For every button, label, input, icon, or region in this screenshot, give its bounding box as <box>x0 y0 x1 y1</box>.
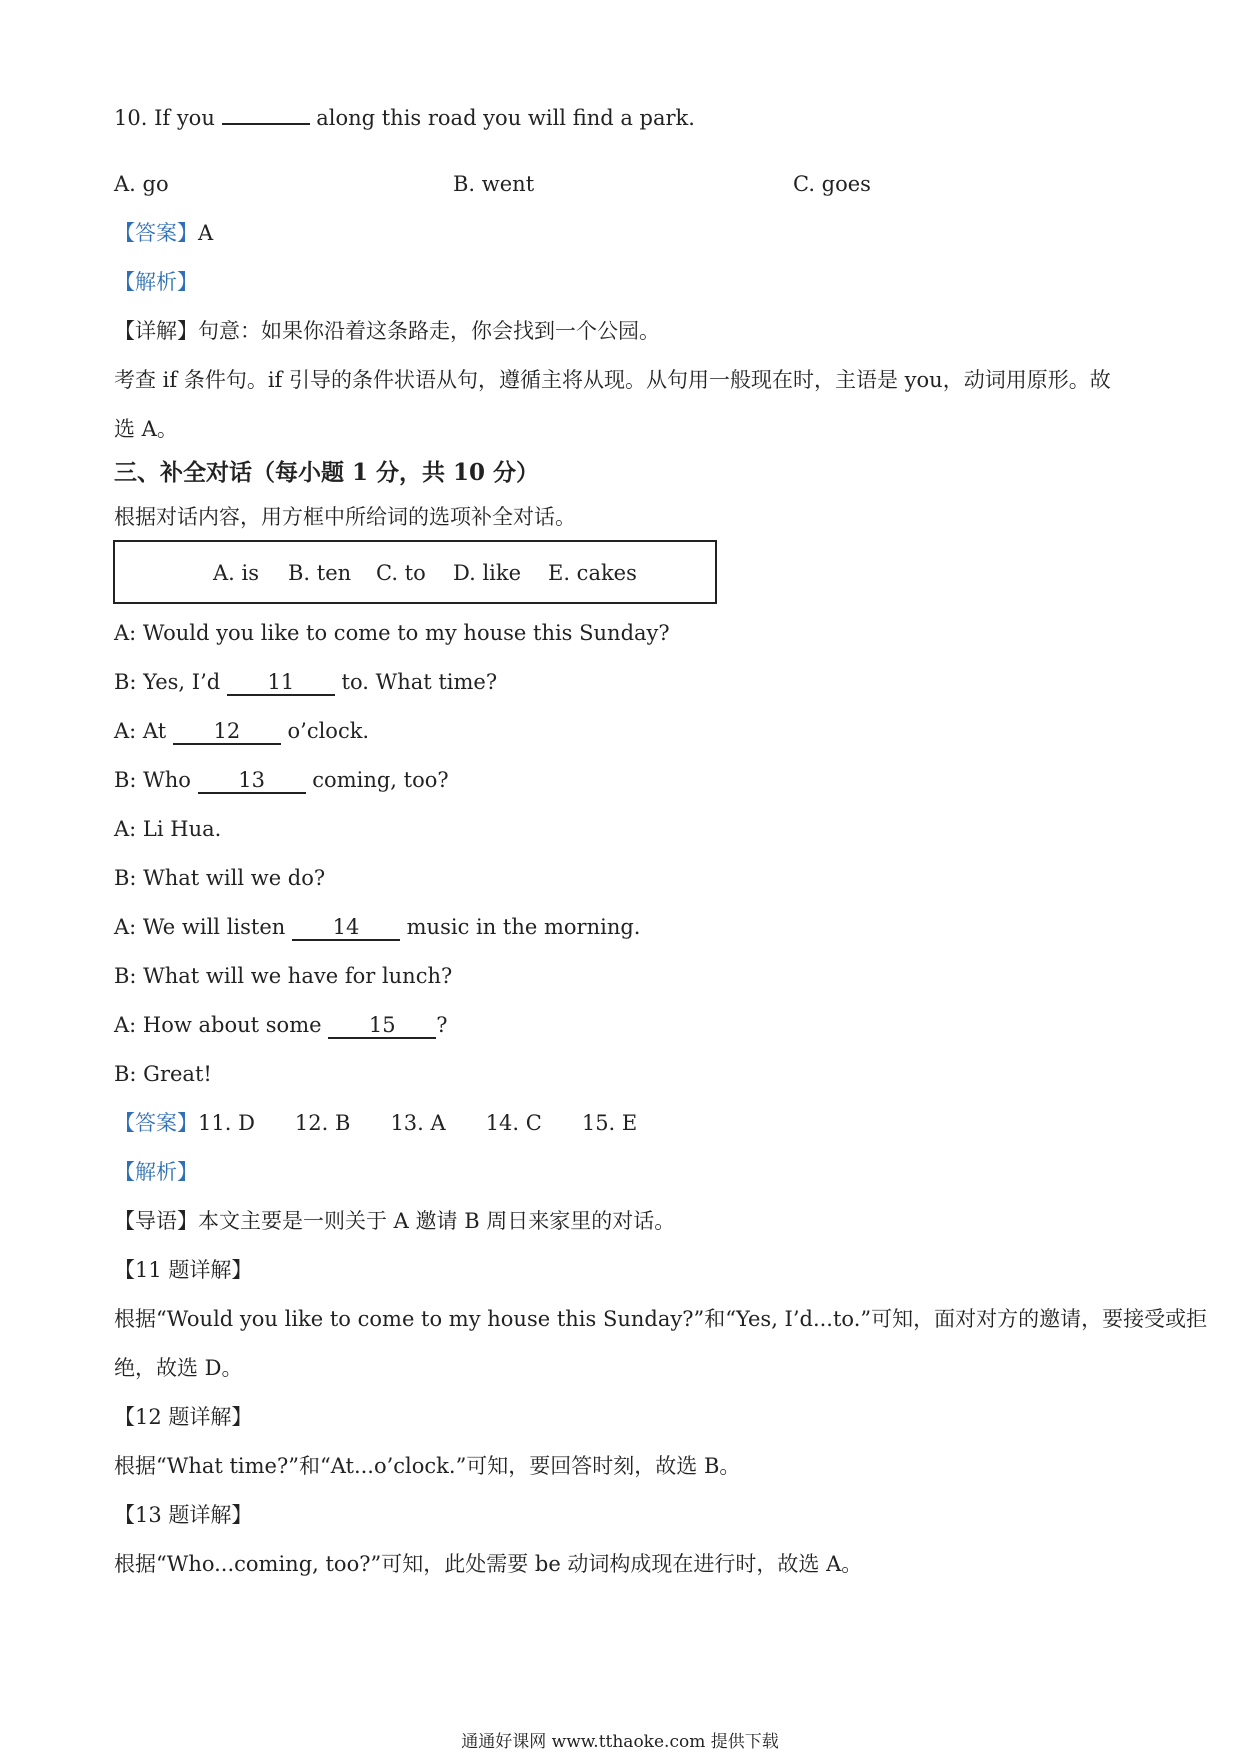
word-option-d: D. like <box>453 561 522 585</box>
q10-option-b: B. went <box>453 172 535 196</box>
dialogue-text-after: ? <box>436 1013 448 1037</box>
dialogue-text: A: Would you like to come to my house this Sunday? <box>114 621 670 645</box>
q10-option-a: A. go <box>114 172 169 196</box>
dialogue-line <box>114 619 670 647</box>
section-heading: 三、补全对话（每小题 1 分，共 10 分） <box>114 459 540 486</box>
q11-detail-tag: 【11 题详解】 <box>114 1258 253 1282</box>
dialogue-line <box>114 717 369 745</box>
dialogue-blank: 11 <box>227 670 335 696</box>
detail-tag: 【详解】 <box>114 319 198 343</box>
analysis-tag: 【解析】 <box>114 1160 198 1184</box>
dialogue-text-after: o’clock. <box>280 719 370 743</box>
footer-watermark: 通通好课网 www.tthaoke.com 提供下载 <box>461 1732 779 1752</box>
q10-explain-line1: 考查 if 条件句。if 引导的条件状语从句，遵循主将从现。从句用一般现在时，主语是 you，动词用原形。故 <box>114 368 1111 392</box>
q10-prompt <box>114 104 695 132</box>
answer-item: 12. B <box>294 1111 351 1135</box>
dialogue-text: B: Great! <box>114 1062 212 1086</box>
dialogue-text: B: Who <box>114 768 198 792</box>
q10-prompt-after: along this road you will find a park. <box>309 106 695 130</box>
answer-item: 15. E <box>581 1111 638 1135</box>
dialogue-text: B: Yes, I’d <box>114 670 227 694</box>
dialogue-text: A: How about some <box>114 1013 329 1037</box>
detail-text: 句意：如果你沿着这条路走，你会找到一个公园。 <box>198 319 660 343</box>
dialogue-line <box>114 1011 447 1039</box>
dialogue-text-after: music in the morning. <box>399 915 641 939</box>
dialogue-text-after: coming, too? <box>305 768 449 792</box>
dialogue-blank: 13 <box>198 768 306 794</box>
dialogue-line <box>114 766 449 794</box>
q12-detail-tag: 【12 题详解】 <box>114 1405 253 1429</box>
dialogue-blank: 15 <box>328 1013 436 1039</box>
dialogue-line <box>114 864 325 892</box>
answer-item: 11. D <box>198 1111 255 1135</box>
q10-answer <box>114 219 213 247</box>
intro-tag: 【导语】 <box>114 1209 198 1233</box>
q10-prompt-before: 10. If you <box>114 106 222 130</box>
dialogue-text: B: What will we have for lunch? <box>114 964 453 988</box>
q10-explain-line2: 选 A。 <box>114 417 178 441</box>
answer-tag: 【答案】 <box>114 221 198 245</box>
answer-item: 13. A <box>390 1111 446 1135</box>
q10-detail <box>114 317 660 345</box>
q10-analysis-tag: 【解析】 <box>114 270 198 294</box>
q11-detail-line2: 绝，故选 D。 <box>114 1356 243 1380</box>
q13-detail: 根据“Who...coming, too?”可知，此处需要 be 动词构成现在进行时，故选 A。 <box>114 1552 863 1576</box>
dialogue-line <box>114 962 452 990</box>
dialogue-text: A: At <box>114 719 173 743</box>
section-instruction: 根据对话内容，用方框中所给词的选项补全对话。 <box>114 505 576 529</box>
answer-tag: 【答案】 <box>114 1111 198 1135</box>
q13-detail-tag: 【13 题详解】 <box>114 1503 253 1527</box>
dialogue-line <box>114 815 221 843</box>
intro-text: 本文主要是一则关于 A 邀请 B 周日来家里的对话。 <box>198 1209 676 1233</box>
word-box <box>113 540 717 604</box>
answer-item: 14. C <box>485 1111 542 1135</box>
word-option-a: A. is <box>213 561 260 585</box>
dialogue-text: A: We will listen <box>114 915 292 939</box>
dialogue-line <box>114 1060 212 1088</box>
dialogue-blank: 14 <box>292 915 400 941</box>
q11-detail-line1: 根据“Would you like to come to my house this Sunday?”和“Yes, I’d...to.”可知，面对对方的邀请，要接受或拒 <box>114 1307 1208 1331</box>
word-option-b: B. ten <box>288 561 352 585</box>
section-answers <box>114 1109 677 1137</box>
dialogue-text-after: to. What time? <box>334 670 498 694</box>
q12-detail: 根据“What time?”和“At...o’clock.”可知，要回答时刻，故选 B。 <box>114 1454 741 1478</box>
word-option-e: E. cakes <box>548 561 637 585</box>
dialogue-blank: 12 <box>173 719 281 745</box>
q10-option-c: C. goes <box>793 172 871 196</box>
word-option-c: C. to <box>376 561 426 585</box>
dialogue-text: A: Li Hua. <box>114 817 222 841</box>
dialogue-line <box>114 668 497 696</box>
q10-blank <box>222 123 310 125</box>
dialogue-text: B: What will we do? <box>114 866 326 890</box>
intro <box>114 1207 675 1235</box>
answer-value: A <box>198 221 214 245</box>
dialogue-line <box>114 913 640 941</box>
